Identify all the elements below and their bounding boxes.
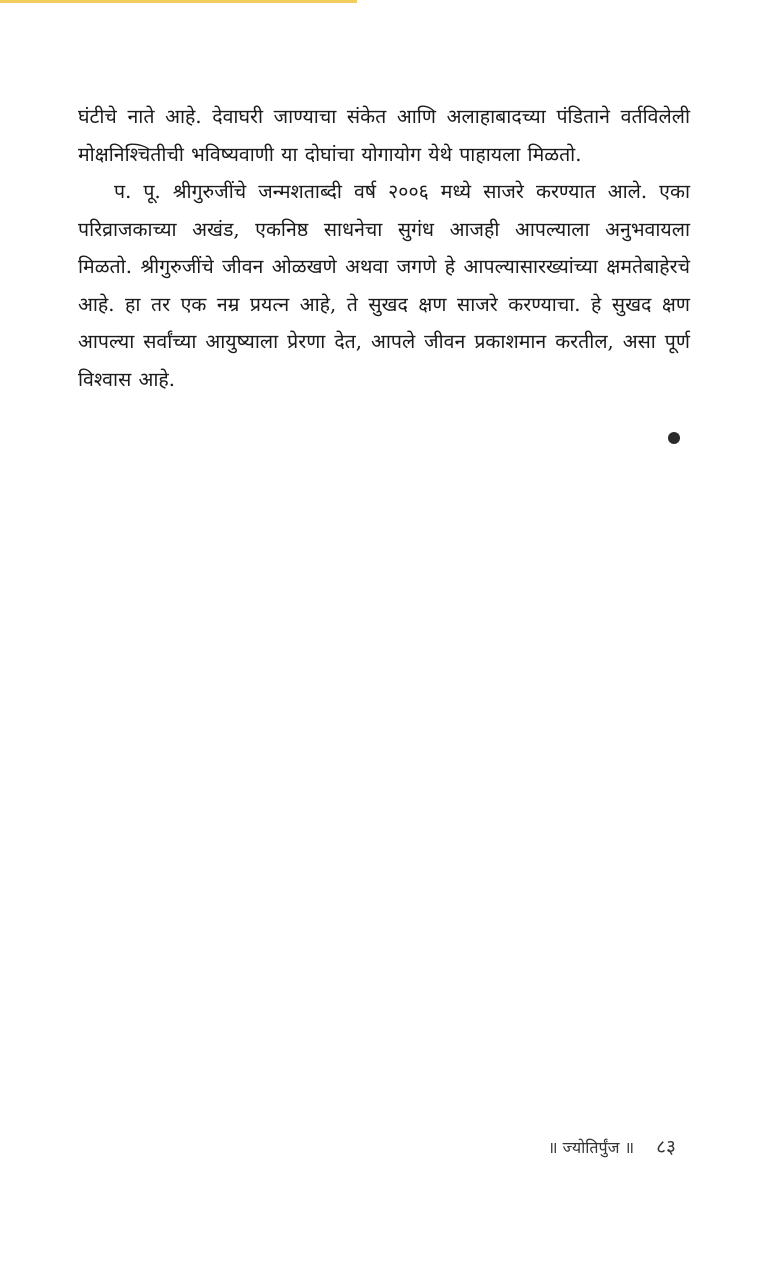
page-body [78, 98, 690, 398]
paragraph-centenary: प. पू. श्रीगुरुजींचे जन्मशताब्दी वर्ष २००६ मध्ये साजरे करण्यात आले. एका परिव्राजकाच्या अखंड, एकनिष्ठ साधनेचा सुगंध आजही आपल्याला अनुभवायला मिळतो. श्रीगुरुजींचे जीवन ओळखणे अथवा जगणे हे आपल्यासारख्यांच्या क्षमतेबाहेरचे आहे. हा तर एक नम्र प्रयत्न आहे, ते सुखद क्षण साजरे करण्याचा. हे सुखद क्षण आपल्या सर्वांच्या आयुष्याला प्रेरणा देत, आपले जीवन प्रकाशमान करतील, असा पूर्ण विश्वास आहे. [78, 180, 690, 391]
top-accent-rule [0, 0, 357, 3]
footer-book-title: ॥ ज्योतिर्पुंज ॥ [548, 1138, 635, 1157]
page-footer [548, 1133, 688, 1163]
paragraph-continuation: घंटीचे नाते आहे. देवाघरी जाण्याचा संकेत आणि अलाहाबादच्या पंडिताने वर्तविलेली मोक्षनिश्चितीची भविष्यवाणी या दोघांचा योगायोग येथे पाहायला मिळतो. [78, 105, 690, 166]
section-end-bullet [668, 432, 680, 444]
page-number: ८३ [656, 1136, 676, 1158]
